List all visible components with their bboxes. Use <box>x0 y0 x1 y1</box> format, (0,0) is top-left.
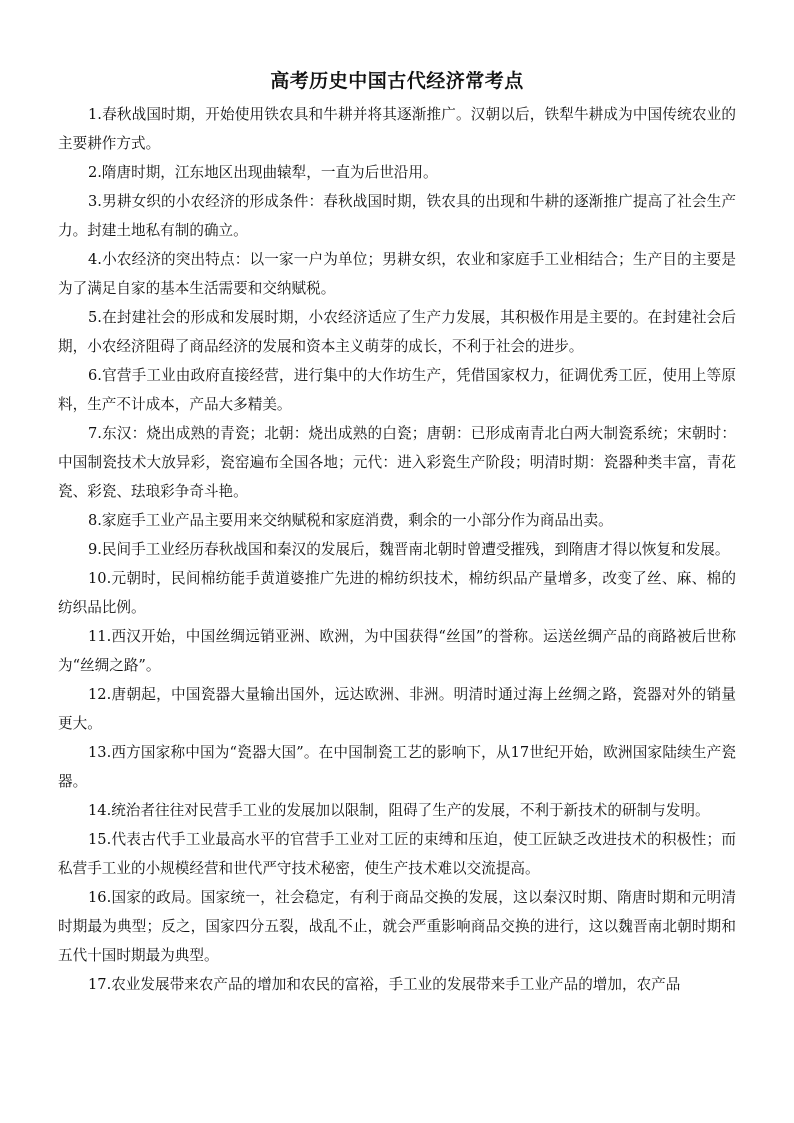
point-12: 12.唐朝起，中国瓷器大量输出国外，远达欧洲、非洲。明清时通过海上丝绸之路，瓷器对外的销量更大。 <box>58 686 736 732</box>
point-9: 9.民间手工业经历春秋战国和秦汉的发展后，魏晋南北朝时曾遭受摧残，到隋唐才得以恢复和发展。 <box>88 541 730 558</box>
point-13: 13.西方国家称中国为“瓷器大国”。在中国制瓷工艺的影响下，从17世纪开始，欧洲国家陆续生产瓷器。 <box>58 744 736 790</box>
document-page <box>58 64 736 999</box>
point-2: 2.隋唐时期，江东地区出现曲辕犁，一直为后世沿用。 <box>88 164 438 181</box>
point-8: 8.家庭手工业产品主要用来交纳赋税和家庭消费，剩余的一小部分作为商品出卖。 <box>88 512 613 529</box>
point-6: 6.官营手工业由政府直接经营，进行集中的大作坊生产，凭借国家权力，征调优秀工匠，使用上等原料，生产不计成本，产品大多精美。 <box>58 367 736 413</box>
point-17: 17.农业发展带来农产品的增加和农民的富裕，手工业的发展带来手工业产品的增加，农产品 <box>88 976 681 993</box>
point-14: 14.统治者往往对民营手工业的发展加以限制，阻碍了生产的发展，不利于新技术的研制与发明。 <box>88 802 710 819</box>
point-16: 16.国家的政局。国家统一，社会稳定，有利于商品交换的发展，这以秦汉时期、隋唐时期和元明清时期最为典型；反之，国家四分五裂，战乱不止，就会严重影响商品交换的进行，这以魏晋南北朝时期和五代十国时期最为典型。 <box>58 889 736 964</box>
point-5: 5.在封建社会的形成和发展时期，小农经济适应了生产力发展，其积极作用是主要的。在封建社会后期，小农经济阻碍了商品经济的发展和资本主义萌芽的成长，不利于社会的进步。 <box>58 309 736 355</box>
point-10: 10.元朝时，民间棉纺能手黄道婆推广先进的棉纺织技术，棉纺织品产量增多，改变了丝、麻、棉的纺织品比例。 <box>58 570 736 616</box>
point-11: 11.西汉开始，中国丝绸远销亚洲、欧洲，为中国获得“丝国”的誉称。运送丝绸产品的商路被后世称为“丝绸之路”。 <box>58 628 736 674</box>
point-1: 1.春秋战国时期，开始使用铁农具和牛耕并将其逐渐推广。汉朝以后，铁犁牛耕成为中国传统农业的主要耕作方式。 <box>58 106 736 152</box>
point-3: 3.男耕女织的小农经济的形成条件：春秋战国时期，铁农具的出现和牛耕的逐渐推广提高了社会生产力。封建土地私有制的确立。 <box>58 193 736 239</box>
point-4: 4.小农经济的突出特点：以一家一户为单位；男耕女织，农业和家庭手工业相结合；生产目的主要是为了满足自家的基本生活需要和交纳赋税。 <box>58 251 736 297</box>
point-15: 15.代表古代手工业最高水平的官营手工业对工匠的束缚和压迫，使工匠缺乏改进技术的积极性；而私营手工业的小规模经营和世代严守技术秘密，使生产技术难以交流提高。 <box>58 831 736 877</box>
document-title: 高考历史中国古代经济常考点 <box>270 70 524 92</box>
point-7: 7.东汉：烧出成熟的青瓷；北朝：烧出成熟的白瓷；唐朝：已形成南青北白两大制瓷系统；宋朝时：中国制瓷技术大放异彩，瓷窑遍布全国各地；元代：进入彩瓷生产阶段；明清时期：瓷器种类丰富，青花瓷、彩瓷、珐琅彩争奇斗艳。 <box>58 425 736 500</box>
